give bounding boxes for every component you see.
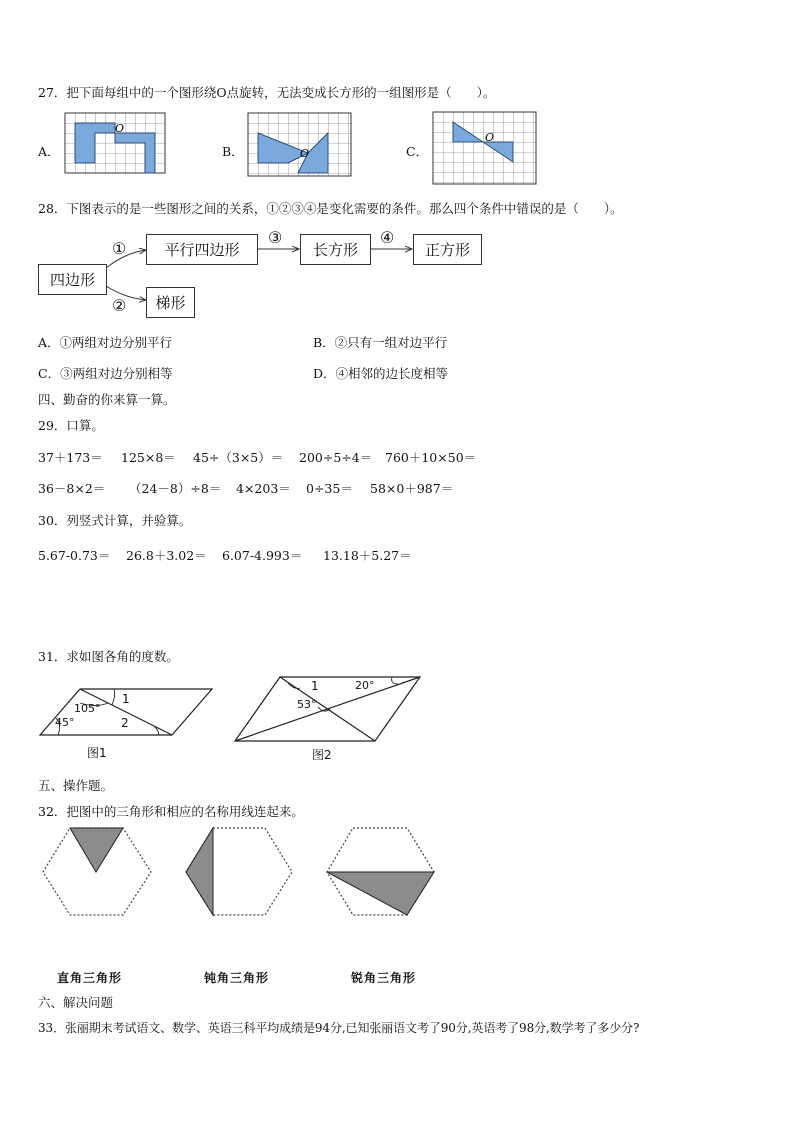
- condition-1-marker: ①: [112, 239, 127, 258]
- option-b-label: B．: [222, 144, 244, 159]
- condition-4-marker: ④: [380, 228, 395, 247]
- fig1-angle-1-label: 1: [122, 692, 130, 706]
- calc-29-1: 37＋173＝: [38, 450, 103, 465]
- box-trapezoid: 梯形: [146, 287, 195, 318]
- name-obtuse-triangle: 钝角三角形: [204, 971, 270, 985]
- box-rectangle: 长方形: [300, 234, 371, 265]
- question-31-title: 31．求如图各角的度数。: [38, 649, 179, 664]
- calc-29-10: 58×0＋987＝: [370, 481, 454, 496]
- box-quadrilateral: 四边形: [38, 264, 107, 295]
- point-o-c: O: [485, 131, 495, 144]
- figure-2-parallelogram: [232, 674, 424, 744]
- calc-29-8: 4×203＝: [236, 481, 291, 496]
- point-o-b: O: [300, 147, 310, 160]
- fig2-caption: 图2: [312, 748, 332, 762]
- option-28c: C．③两组对边分别相等: [38, 366, 173, 381]
- question-28-text: 28．下图表示的是一些图形之间的关系，①②③④是变化需要的条件。那么四个条件中错误的是（ ）。: [38, 201, 623, 216]
- calc-30-1: 5.67-0.73＝: [38, 548, 111, 563]
- calc-29-9: 0÷35＝: [306, 481, 353, 496]
- question-27-text: 27．把下面每组中的一个图形绕O点旋转，无法变成长方形的一组图形是（ ）。: [38, 85, 496, 100]
- fig1-angle-2-label: 2: [121, 716, 129, 730]
- box-parallelogram: 平行四边形: [146, 234, 258, 265]
- fig2-angle-20: 20°: [355, 679, 375, 692]
- calc-29-2: 125×8＝: [121, 450, 176, 465]
- option-a-label: A．: [38, 144, 60, 159]
- section-5-heading: 五、操作题。: [38, 778, 114, 793]
- point-o-a: O: [115, 122, 125, 135]
- question-32-title: 32．把图中的三角形和相应的名称用线连起来。: [38, 804, 304, 819]
- name-right-triangle: 直角三角形: [57, 971, 123, 985]
- calc-30-2: 26.8＋3.02＝: [126, 548, 207, 563]
- question-30-title: 30．列竖式计算，并验算。: [38, 513, 192, 528]
- calc-29-7: （24－8）÷8＝: [129, 481, 222, 496]
- option-28d: D．④相邻的边长度相等: [313, 366, 449, 381]
- hexagon-2: [186, 828, 292, 915]
- calc-29-4: 200÷5÷4＝: [299, 450, 373, 465]
- fig2-angle-53: 53°: [297, 698, 317, 711]
- option-28a: A．①两组对边分别平行: [38, 335, 173, 350]
- section-4-heading: 四、勤奋的你来算一算。: [38, 392, 176, 407]
- hexagon-figures: [40, 826, 440, 918]
- question-33-text: 33．张丽期末考试语文、数学、英语三科平均成绩是94分,已知张丽语文考了90分,英语考了98分,数学考了多少分?: [38, 1021, 640, 1035]
- section-6-heading: 六、解决问题: [38, 995, 114, 1010]
- calc-29-5: 760＋10×50＝: [385, 450, 477, 465]
- fig1-angle-45: 45°: [55, 716, 75, 729]
- hexagon-1: [43, 828, 151, 915]
- question-29-title: 29．口算。: [38, 418, 104, 433]
- name-acute-triangle: 锐角三角形: [351, 971, 417, 985]
- calc-29-3: 45÷（3×5）＝: [193, 450, 284, 465]
- fig1-angle-105: 105°: [74, 702, 101, 715]
- fig2-angle-1-label: 1: [311, 679, 319, 693]
- condition-3-marker: ③: [268, 228, 283, 247]
- fig1-caption: 图1: [87, 746, 107, 760]
- condition-2-marker: ②: [112, 296, 127, 315]
- calc-29-6: 36－8×2＝: [38, 481, 106, 496]
- hexagon-3: [327, 828, 434, 915]
- option-c-label: C．: [406, 144, 429, 159]
- calc-30-3: 6.07-4.993＝: [222, 548, 303, 563]
- box-square: 正方形: [413, 234, 482, 265]
- option-28b: B．②只有一组对边平行: [313, 335, 448, 350]
- calc-30-4: 13.18＋5.27＝: [323, 548, 412, 563]
